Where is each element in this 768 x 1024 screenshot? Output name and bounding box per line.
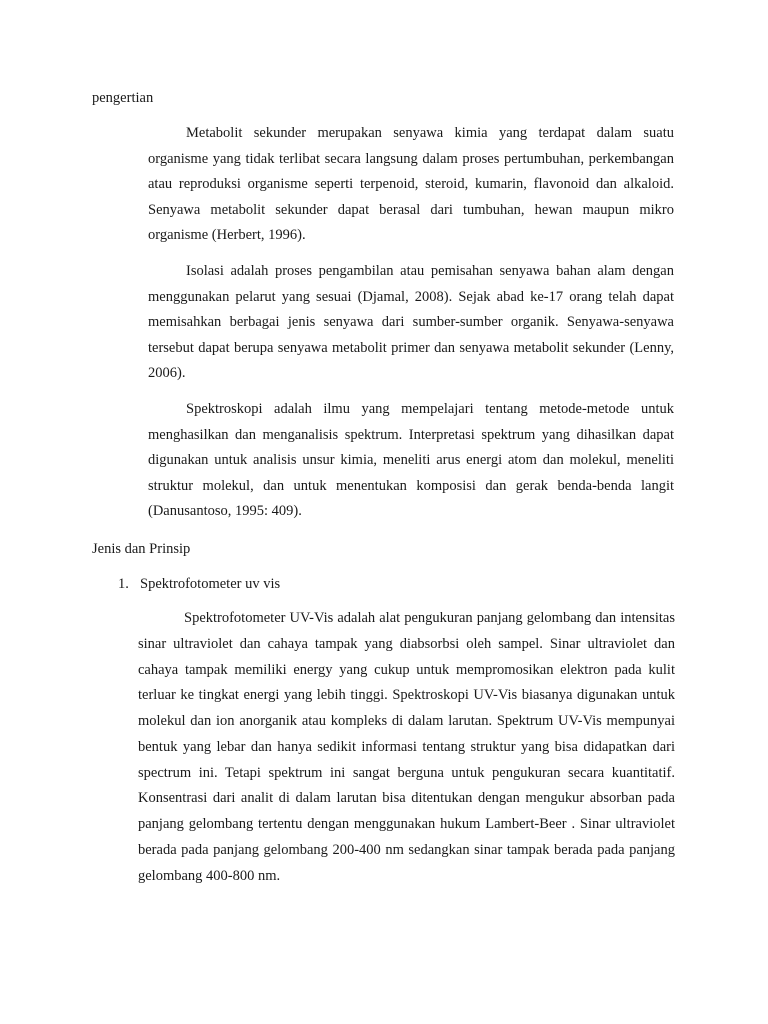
section-heading-pengertian: pengertian <box>92 90 154 106</box>
list-item-number: 1. <box>118 576 129 592</box>
list-item-spektrofotometer <box>118 574 280 594</box>
paragraph-metabolit-sekunder: Metabolit sekunder merupakan senyawa kimia yang terdapat dalam suatu organisme yang tidak terlibat secara langsung dalam proses pertumbuhan, perkembangan atau reproduksi organisme seperti terpenoid, steroid, kumarin, flavonoid dan alkaloid. Senyawa metabolit sekunder dapat berasal dari tumbuhan, hewan maupun mikro organisme (Herbert, 1996). <box>148 125 674 244</box>
list-item-title: Spektrofotometer uv vis <box>140 576 281 592</box>
paragraph-spektrofotometer-uv-vis: Spektrofotometer UV-Vis adalah alat pengukuran panjang gelombang dan intensitas sinar ultraviolet dan cahaya tampak yang diabsorbsi oleh sampel. Sinar ultraviolet dan cahaya tampak memiliki energy yang cukup untuk mempromosikan elektron pada kulit terluar ke tingkat energi yang lebih tinggi. Spektroskopi UV-Vis biasanya digunakan untuk molekul dan ion anorganik atau kompleks di dalam larutan. Spektrum UV-Vis mempunyai bentuk yang lebar dan hanya sedikit informasi tentang struktur yang bisa didapatkan dari spectrum ini. Tetapi spektrum ini sangat berguna untuk pengukuran secara kuantitatif. Konsentrasi dari analit di dalam larutan bisa ditentukan dengan mengukur absorban pada panjang gelombang tertentu dengan menggunakan hukum Lambert-Beer . Sinar ultraviolet berada pada panjang gelombang 200-400 nm sedangkan sinar tampak berada pada panjang gelombang 400-800 nm. <box>138 610 675 884</box>
section-heading-jenis-dan-prinsip: Jenis dan Prinsip <box>92 541 191 557</box>
paragraph-isolasi: Isolasi adalah proses pengambilan atau pemisahan senyawa bahan alam dengan menggunakan pelarut yang sesuai (Djamal, 2008). Sejak abad ke-17 orang telah dapat memisahkan berbagai jenis senyawa dari sumber-sumber organik. Senyawa-senyawa tersebut dapat berupa senyawa metabolit primer dan senyawa metabolit sekunder (Lenny, 2006). <box>148 263 674 382</box>
paragraph-spektroskopi: Spektroskopi adalah ilmu yang mempelajari tentang metode-metode untuk menghasilkan dan menganalisis spektrum. Interpretasi spektrum yang dihasilkan dapat digunakan untuk analisis unsur kimia, meneliti arus energi atom dan molekul, meneliti struktur molekul, dan untuk menentukan komposisi dan gerak benda-benda langit (Danusantoso, 1995: 409). <box>148 401 674 520</box>
